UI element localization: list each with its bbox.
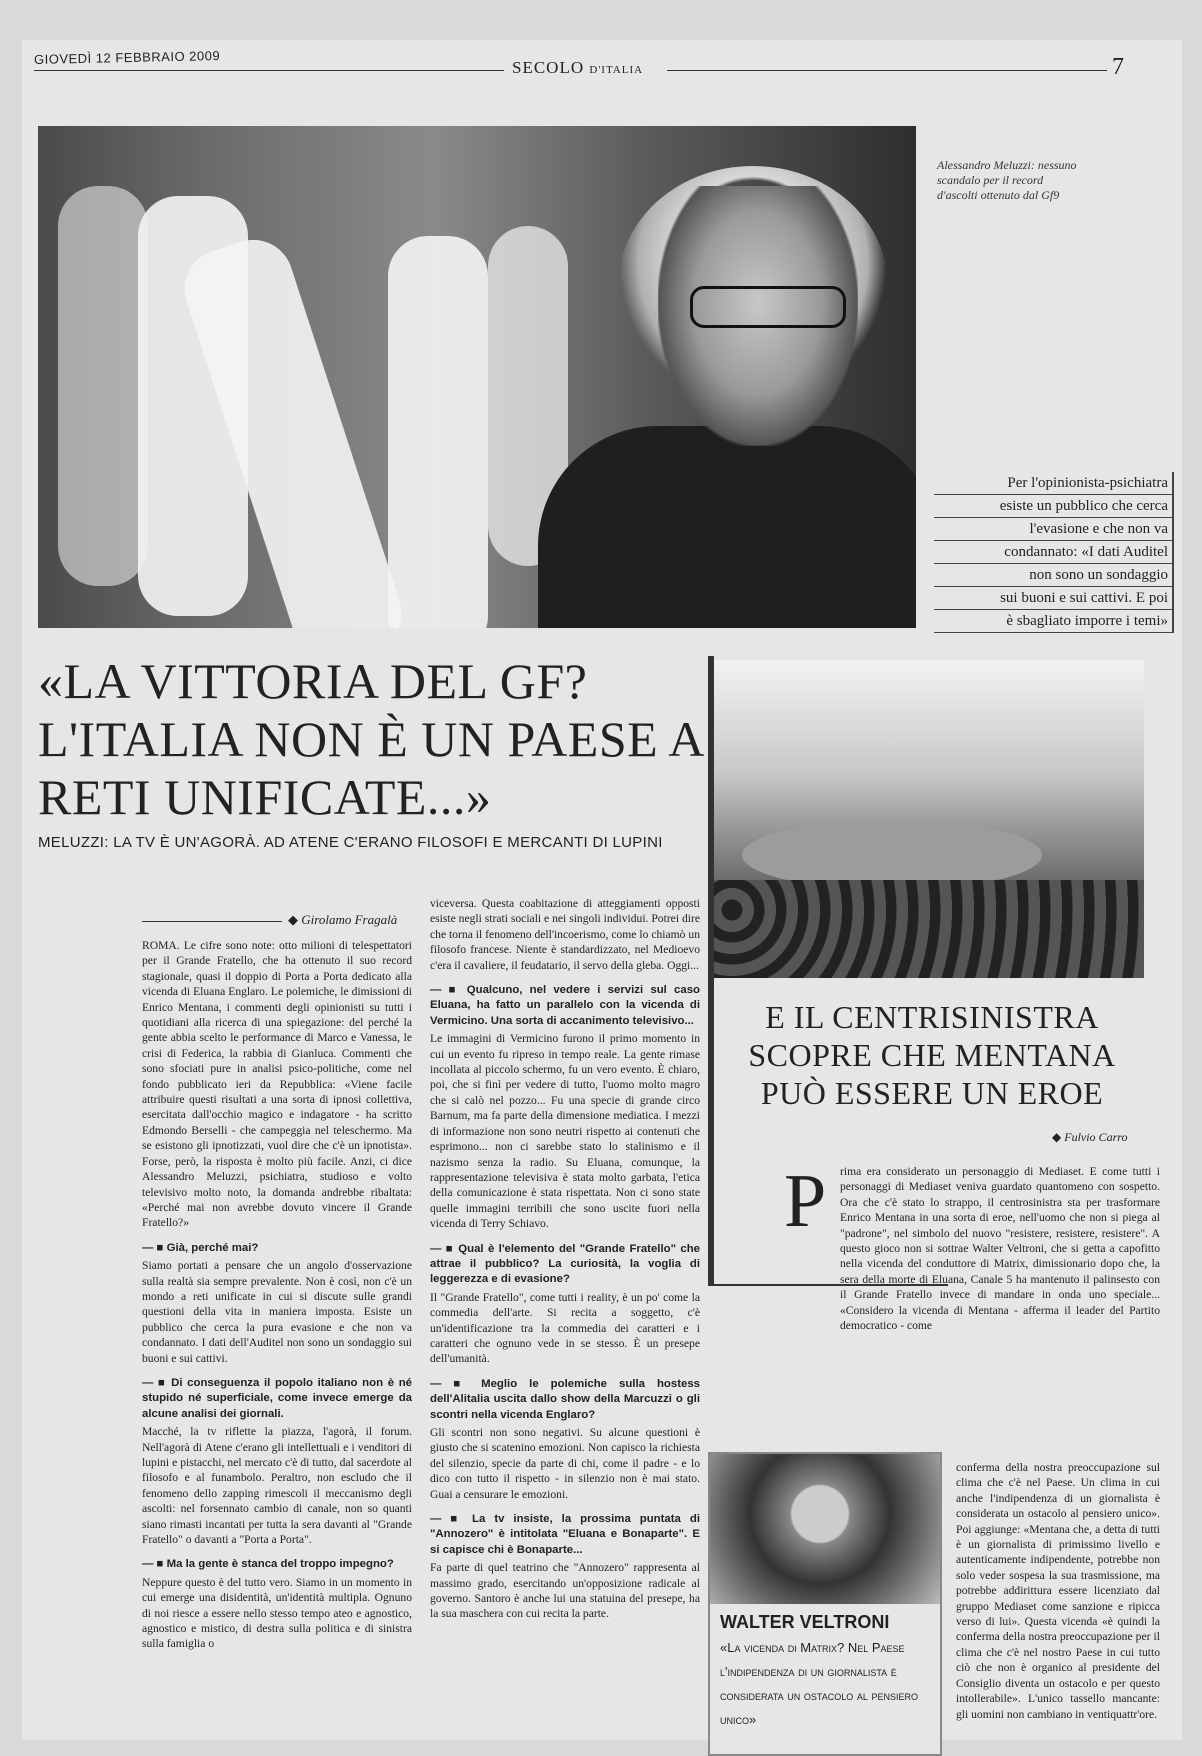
pull-quote-line: esiste un pubblico che cerca (934, 495, 1172, 518)
byline-author: Girolamo Fragalà (301, 912, 398, 927)
veltroni-photo (710, 1454, 940, 1604)
interview-question: — ■ Qual è l'elemento del "Grande Fratello" che attrae il pubblico? La curiosità, la voglia di leggerezza e di evasione? (430, 1242, 700, 1286)
issue-date: GIOVEDÌ 12 FEBBRAIO 2009 (33, 48, 221, 67)
interview-question: — ■ Ma la gente è stanca del troppo impegno? (142, 1558, 394, 1571)
pull-quote-line: Per l'opinionista-psichiatra (934, 472, 1172, 495)
main-photo (38, 126, 916, 628)
sidebar-headline: E IL CENTRISINISTRA SCOPRE CHE MENTANA PUÒ ESSERE UN EROE (748, 999, 1116, 1111)
interview-question: — ■ Già, perché mai? (142, 1241, 259, 1254)
light-stripe (388, 236, 488, 628)
byline: ◆ Girolamo Fragalà (142, 912, 397, 928)
sidebar-author: Fulvio Carro (1064, 1130, 1128, 1144)
paragraph: Le immagini di Vermicino furono il primo momento in cui un evento fu ripreso in tempo reale. La gente rimase incollata al piccolo schermo, fu un vero evento. È chiaro, poi, che si finì per vedere di tutto, l'uomo molto magro che si calò nel pozzo... Fu una specie di grande circo Barnum, ma fa parte della dimensione mediatica. I mezzi di informazione non sono neutri rispetto ai contenuti che esprimono... non ci sarebbe stato lo stalinismo e il nazismo senza la radio. Su Eluana, comunque, la rappresentazione televisiva è stata molto garbata, l'etica della comunicazione è stata rispettata. Non ci sono state quelle immagini terribili che sono uscite fuori nella vicenda di Terry Schiavo. (430, 1032, 700, 1231)
byline-rule (142, 921, 282, 922)
veltroni-box (708, 1452, 942, 1756)
paragraph: ROMA. Le cifre sono note: otto milioni di telespettatori per il Grande Fratello, che ha ottenuto il suo record stagionale, quasi il doppio di Porta a Porta dedicato alla vicenda di Eluana Englaro. Le polemiche, le dimissioni di Enrico Mentana, i commenti degli opinionisti su tutti i quotidiani alla ricerca di una spiegazione: del perché la gente abbia scelto le performance di Marco e Vanessa, le crisi di Federica, la rabbia di Gianluca. Commenti che sono sfociati pure in analisi psico-politiche, come nel fondo pubblicato ieri da Repubblica: «Viene facile attribuire questi risultati a una sorta di ipnosi collettiva, esercitata dall'occhio magico e indagatore - ha scritto Edmondo Berselli - che campeggia nel teleschermo. Ma se esistono gli ipnotizzati, vuol dire che c'è un ipnotista». Forse, però, la risposta è molto più facile. Anzi, ci dice Alessandro Meluzzi, psichiatra, studioso e volto televisivo molto noto, la domanda andrebbe ribaltata: «Perché mai non avrebbe dovuto vincere il Grande Fratello?» (142, 939, 412, 1230)
man-shoulders (538, 426, 916, 628)
page-number: 7 (1112, 54, 1124, 80)
masthead-suffix: D'ITALIA (589, 64, 644, 76)
masthead-name: SECOLO (512, 58, 585, 77)
header-rule-left (34, 70, 504, 71)
pull-quote-line: sui buoni e sui cattivi. E poi (934, 587, 1172, 610)
pull-quote-line: condannato: «I dati Auditel (934, 541, 1172, 564)
light-stripe (58, 186, 148, 586)
photo-caption: Alessandro Meluzzi: nessuno scandalo per il record d'ascolti ottenuto dal Gf9 (937, 158, 1077, 202)
masthead (512, 58, 643, 78)
interview-question: — ■ Di conseguenza il popolo italiano non è né stupido né superficiale, come invece emerge da alcune analisi dei giornali. (142, 1376, 412, 1420)
paragraph: Macché, la tv riflette la piazza, l'agorà, il forum. Nell'agorà di Atene c'erano gli intellettuali e i venditori di lupini e pistacchi, nel mercato c'è di tutto, dal sacerdote al filosofo e al funambolo. Peraltro, non escludo che il fenomeno dello zapping rimescoli il meccanismo degli ascolti: nel forsennato cambio di canale, non so quanti siano rimasti incantati per tutta la sera davanti al "Grande Fratello" o davanti a "Porta a Porta". (142, 1425, 412, 1547)
interview-question: — ■ Qualcuno, nel vedere i servizi sul caso Eluana, ha fatto un parallelo con la vicenda di Vermicino. Una sorta di accanimento televisivo... (430, 984, 700, 1027)
sidebar-column-b: conferma della nostra preoccupazione sul clima che c'è nel Paese. Un clima in cui anche l'indipendenza di un giornalista è considerata un ostacolo al pensiero unico». Poi aggiunge: «Mentana che, a detta di tutti è un giornalista di primissimo livello e autenticamente indipendente, potrebbe non solo veder sospesa la sua trasmissione, ma potrebbe addirittura essere licenziato dal gruppo Mediaset come sanzione e ripicca verso di lui». Questa vicenda «è quindi la conferma della nostra preoccupazione per il clima che c'è nel nostro Paese in cui tutto ciò che non è organico al presidente del Consiglio diventa un ostacolo e per questo intollerabile». L'unico tassello mancante: gli uomini non cambiano in ventiquattr'ore. (956, 1461, 1160, 1721)
article-headline: «LA VITTORIA DEL GF? L'ITALIA NON È UN PAESE A RETI UNIFICATE...» (38, 653, 703, 825)
paragraph: Il "Grande Fratello", come tutti i reality, è un po' come la commedia dell'arte. Si recita a soggetto, c'è un'identificazione tra la commedia dei caratteri e i caratteri che ognuno vede in se stesso. È un presepe dell'umanità. (430, 1290, 700, 1366)
interview-question: — ■ Meglio le polemiche sulla hostess dell'Alitalia uscita dallo show della Marcuzzi o gli scontri nella vicenda Englaro? (430, 1377, 700, 1421)
studio-audience (712, 880, 1144, 978)
header-rule-right (667, 70, 1107, 71)
veltroni-name: WALTER VELTRONI (720, 1612, 890, 1632)
paragraph: viceversa. Questa coabitazione di atteggiamenti opposti esiste negli strati sociali e nei singoli individui. Potrei dire che torna il fenomeno dell'incoerismo, come lo chiamò un filosofo francese. Niente è standardizzato, nel Medioevo c'era il cavaliere, il feudatario, il servo della gleba. Oggi... (430, 897, 700, 972)
article-column-1 (142, 938, 412, 1660)
paragraph: Neppure questo è del tutto vero. Siamo in un momento in cui emerge una disidentità, un'identità multipla. Ognuno di noi riesce a essere nello stesso tempo ateo e agnostico, agnostico e mistico, di destra sulla politica e di sinistra sulla famiglia o (142, 1575, 412, 1651)
veltroni-quote: «La vicenda di Matrix? Nel Paese l'indipendenza di un giornalista è considerata un ostacolo al pensiero unico» (720, 1640, 918, 1727)
sidebar-frame (708, 656, 714, 1286)
article-column-2 (430, 896, 700, 1630)
pull-quote-line: l'evasione e che non va (934, 518, 1172, 541)
newspaper-page (22, 40, 1182, 1740)
glasses (690, 286, 846, 328)
paragraph: Gli scontri non sono negativi. Su alcune questioni è giusto che si scatenino emozioni. Non capisco la richiesta del silenzio, specie da parte di chi, come il padre - e lo dico con tutto il rispetto - in silenzio non è mai stato. Guai a censurare le emozioni. (430, 1426, 700, 1501)
drop-cap: P (784, 1159, 827, 1243)
paragraph: Fa parte di quel teatrino che "Annozero" rappresenta al massimo grado, esercitando un'opposizione radicale al governo. Santoro è anche lui una statuina del presepe, ha la sua maschera con cui recita la parte. (430, 1561, 700, 1621)
sidebar-column-a: rima era considerato un personaggio di Mediaset. E come tutti i personaggi di Mediaset veniva guardato quantomeno con sospetto. Ora che c'è stato lo strappo, il centrosinistra sta per trasformare Enrico Mentana in una sorta di eroe, nell'uomo che non si piega al "padrone", nel simbolo del nuovo "resistere, resistere, resistere". A questo gioco non si sottrae Walter Veltroni, che si getta a capofitto nella vicenda del conduttore di Matrix, dimissionario dopo che, la sera della morte di Eluana, Canale 5 ha mantenuto il palinsesto con il Grande Fratello invece di mandare in onda uno speciale... «Considero la vicenda di Mentana - afferma il leader del Partito democratico - come (840, 1165, 1160, 1333)
pull-quote-line: non sono un sondaggio (934, 564, 1172, 587)
interview-question: — ■ La tv insiste, la prossima puntata di "Annozero" è intitolata "Eluana e Bonaparte". E si capisce chi è Bonaparte... (430, 1513, 700, 1556)
article-subhead: MELUZZI: LA TV È UN'AGORÀ. AD ATENE C'ERANO FILOSOFI E MERCANTI DI LUPINI (38, 834, 663, 851)
paragraph: Siamo portati a pensare che un angolo d'osservazione sulla realtà sia sempre prevalente. Non è così, non c'è un mondo a reti unificate in cui si discute sulle grandi questioni della vita in maniera imposta. Esiste un pubblico che cerca la pura evasione e che non va condannato. I dati dell'Auditel non sono un sondaggio sui buoni e sui cattivi. (142, 1259, 412, 1365)
sidebar-byline: ◆ Fulvio Carro (1052, 1130, 1128, 1144)
pull-quote-line: è sbagliato imporre i temi» (934, 610, 1172, 633)
studio-photo (712, 660, 1144, 978)
pull-quote (934, 472, 1174, 633)
